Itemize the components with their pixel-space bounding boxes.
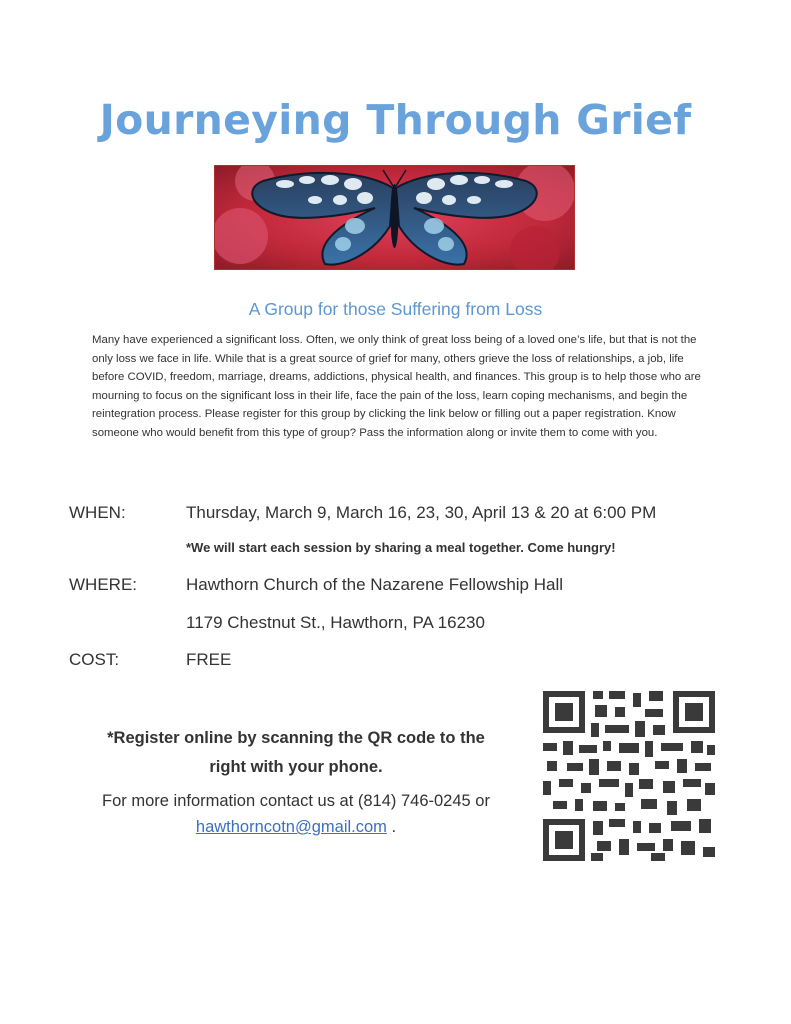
contact-info xyxy=(56,788,536,840)
address: 1179 Chestnut St., Hawthorn, PA 16230 xyxy=(186,613,485,632)
qr-code-graphic xyxy=(543,691,715,861)
contact-email-line xyxy=(56,814,536,840)
meal-note: *We will start each session by sharing a meal together. Come hungry! xyxy=(186,540,616,555)
intro-paragraph: Many have experienced a significant loss. Often, we only think of great loss being of a loved one’s life, but that is not the only loss we face in life. While that is a great source of grief for many, others grieve the loss of relationships, a job, life before COVID, freedom, marriage, dreams, addictions, physical health, and finances. This group is to help those who are mourning to focus on the significant loss in their life, face the pain of the loss, learn coping mechanisms, and begin the reintegration process. Please register for this group by clicking the link below or filling out a paper registration. Know someone who would benefit from this type of group? Pass the information along or invite them to come with you. xyxy=(92,334,701,439)
flyer-title: Journeying Through Grief xyxy=(99,96,692,144)
when-label: WHEN: xyxy=(69,503,126,522)
where-label: WHERE: xyxy=(69,575,137,594)
butterfly-banner-image xyxy=(214,165,575,270)
register-line-1: *Register online by scanning the QR code to the xyxy=(107,729,485,747)
cost-label: COST: xyxy=(69,650,120,669)
when-value: Thursday, March 9, March 16, 23, 30, April 13 & 20 at 6:00 PM xyxy=(186,503,657,522)
where-value: Hawthorn Church of the Nazarene Fellowship Hall xyxy=(186,575,564,594)
butterfly-illustration xyxy=(215,166,574,269)
email-period: . xyxy=(391,818,397,836)
qr-code-image[interactable] xyxy=(543,691,715,861)
email-link[interactable]: hawthorncotn@gmail.com xyxy=(195,818,387,836)
register-line-2: right with your phone. xyxy=(209,758,383,776)
cost-value: FREE xyxy=(186,650,232,669)
register-instructions xyxy=(66,724,526,782)
contact-text: For more information contact us at (814) 746-0245 or xyxy=(102,792,490,810)
flyer-subtitle: A Group for those Suffering from Loss xyxy=(248,299,543,319)
